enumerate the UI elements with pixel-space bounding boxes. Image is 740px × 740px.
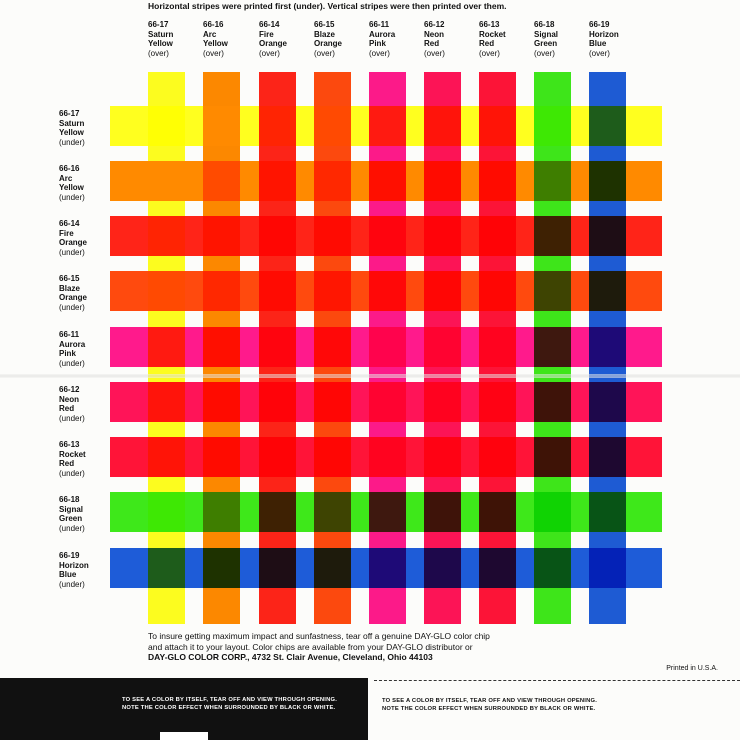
label-name2: Red [479, 39, 495, 48]
label-name1: Aurora [59, 339, 86, 349]
label-name2: Blue [59, 570, 77, 579]
label-pos: (over) [203, 48, 224, 58]
label-pos: (under) [59, 137, 85, 147]
vertical-stripe-66-11 [369, 72, 406, 624]
label-name1: Saturn [59, 118, 85, 128]
tear-instructions-on-white [382, 697, 597, 713]
label-name1: Arc [59, 173, 73, 183]
label-code: 66-15 [59, 274, 80, 283]
footer-address: DAY-GLO COLOR CORP., 4732 St. Clair Avenue, Cleveland, Ohio 44103 [148, 652, 433, 662]
label-pos: (under) [59, 358, 85, 368]
printed-in-usa: Printed in U.S.A. [666, 665, 718, 672]
label-name2: Green [534, 39, 558, 48]
vertical-stripe-66-17 [148, 72, 185, 624]
label-code: 66-18 [59, 495, 80, 504]
label-name2: Orange [59, 238, 88, 247]
label-name1: Fire [59, 228, 74, 238]
label-code: 66-14 [59, 219, 80, 228]
label-code: 66-13 [479, 20, 500, 29]
label-code: 66-11 [369, 20, 390, 29]
label-code: 66-17 [59, 109, 80, 118]
label-pos: (under) [59, 247, 85, 257]
label-code: 66-16 [203, 20, 224, 29]
label-name2: Yellow [59, 183, 84, 192]
label-name1: Horizon [59, 560, 89, 570]
vertical-stripe-66-19 [589, 72, 626, 624]
label-name1: Aurora [369, 29, 396, 39]
label-pos: (over) [259, 48, 280, 58]
label-pos: (over) [479, 48, 500, 58]
label-pos: (over) [424, 48, 445, 58]
vertical-stripe-66-16 [203, 72, 240, 624]
label-name1: Saturn [148, 29, 174, 39]
label-name1: Arc [203, 29, 217, 39]
label-code: 66-13 [59, 440, 80, 449]
column-label-66-13 [479, 20, 539, 58]
label-name2: Orange [59, 293, 88, 302]
label-name1: Neon [424, 29, 444, 39]
column-label-66-12 [424, 20, 484, 58]
label-name2: Orange [259, 39, 288, 48]
row-label-66-18 [59, 495, 115, 533]
label-code: 66-14 [259, 20, 280, 29]
tear-instruction-line-1: TO SEE A COLOR BY ITSELF, TEAR OFF AND VIEW THROUGH OPENING. [382, 698, 598, 704]
label-pos: (over) [314, 48, 335, 58]
label-code: 66-16 [59, 164, 80, 173]
label-name2: Orange [314, 39, 343, 48]
tear-instruction-line-2: NOTE THE COLOR EFFECT WHEN SURROUNDED BY BLACK OR WHITE. [382, 706, 596, 712]
label-code: 66-19 [589, 20, 610, 29]
vertical-stripe-66-15 [314, 72, 351, 624]
label-name2: Pink [369, 39, 386, 48]
label-pos: (over) [534, 48, 555, 58]
tear-instruction-line-1: TO SEE A COLOR BY ITSELF, TEAR OFF AND VIEW THROUGH OPENING. [122, 697, 338, 703]
label-code: 66-19 [59, 551, 80, 560]
column-label-66-11 [369, 20, 429, 58]
footer-line-1: To insure getting maximum impact and sunfastness, tear off a genuine DAY-GLO color chip [148, 631, 490, 641]
row-label-66-17 [59, 109, 115, 147]
vertical-stripe-66-14 [259, 72, 296, 624]
label-name2: Blue [589, 39, 607, 48]
label-name1: Rocket [479, 29, 506, 39]
column-label-66-16 [203, 20, 263, 58]
label-name1: Fire [259, 29, 274, 39]
footer-note [148, 631, 490, 663]
label-name1: Signal [59, 504, 84, 514]
label-name2: Yellow [203, 39, 228, 48]
label-pos: (under) [59, 413, 85, 423]
label-pos: (over) [369, 48, 390, 58]
tear-instruction-line-2: NOTE THE COLOR EFFECT WHEN SURROUNDED BY BLACK OR WHITE. [122, 705, 336, 711]
row-label-66-16 [59, 164, 115, 202]
column-label-66-17 [148, 20, 208, 58]
label-name1: Neon [59, 394, 79, 404]
tear-line [374, 680, 740, 681]
label-name1: Rocket [59, 449, 86, 459]
column-label-66-15 [314, 20, 374, 58]
label-name1: Blaze [59, 283, 80, 293]
label-code: 66-11 [59, 330, 80, 339]
label-pos: (over) [148, 48, 169, 58]
label-code: 66-15 [314, 20, 335, 29]
tear-instructions-on-black [122, 696, 337, 712]
label-name2: Yellow [59, 128, 84, 137]
label-name1: Blaze [314, 29, 335, 39]
label-code: 66-18 [534, 20, 555, 29]
label-pos: (under) [59, 192, 85, 202]
row-label-66-14 [59, 219, 115, 257]
label-name2: Red [59, 404, 75, 413]
column-label-66-18 [534, 20, 594, 58]
label-name1: Horizon [589, 29, 619, 39]
row-label-66-13 [59, 440, 115, 478]
label-name2: Yellow [148, 39, 173, 48]
footer-line-2: and attach it to your layout. Color chips are available from your DAY-GLO distributor or [148, 641, 473, 652]
intro-text: Horizontal stripes were printed first (under). Vertical stripes were then printed over them. [148, 1, 507, 11]
row-label-66-15 [59, 274, 115, 312]
label-name2: Green [59, 514, 83, 523]
vertical-stripe-66-12 [424, 72, 461, 624]
viewing-opening [160, 732, 208, 740]
label-name2: Red [424, 39, 440, 48]
label-name2: Pink [59, 349, 76, 358]
row-label-66-12 [59, 385, 115, 423]
label-pos: (under) [59, 523, 85, 533]
label-pos: (over) [589, 48, 610, 58]
label-code: 66-12 [424, 20, 445, 29]
label-pos: (under) [59, 579, 85, 589]
label-name1: Signal [534, 29, 559, 39]
vertical-stripe-66-13 [479, 72, 516, 624]
column-label-66-19 [589, 20, 649, 58]
column-label-66-14 [259, 20, 319, 58]
label-pos: (under) [59, 468, 85, 478]
row-label-66-11 [59, 330, 115, 368]
label-code: 66-12 [59, 385, 80, 394]
row-label-66-19 [59, 551, 115, 589]
label-pos: (under) [59, 302, 85, 312]
vertical-stripe-66-18 [534, 72, 571, 624]
label-code: 66-17 [148, 20, 169, 29]
label-name2: Red [59, 459, 75, 468]
